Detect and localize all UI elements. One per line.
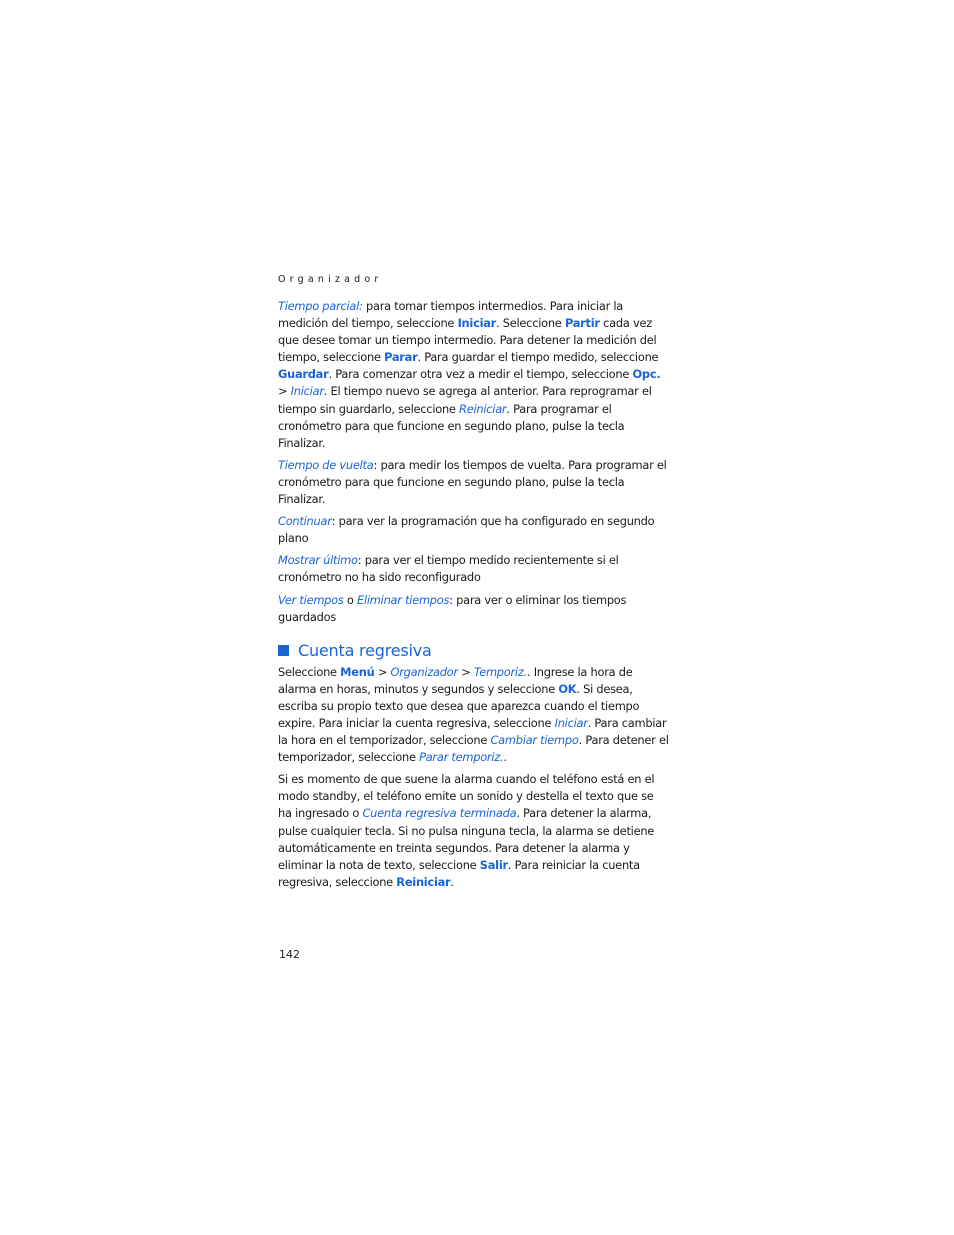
- body-text: .: [503, 750, 507, 765]
- running-header: Organizador: [278, 274, 383, 285]
- blue-square-bullet-icon: [278, 645, 289, 656]
- paragraph-continuar: [278, 513, 670, 547]
- softkey-opc: Opc.: [632, 367, 661, 382]
- body-text: Si es momento de que suene la alarma cuando el teléfono está en el modo standby, el teléfono emite un sonido y destella el texto que se ha ingresado o: [278, 772, 655, 821]
- body-text: cada vez que desee tomar un tiempo intermedio. Para detener la medición del tiempo, seleccione: [278, 316, 657, 365]
- section-heading-cuenta-regresiva: [278, 640, 670, 662]
- softkey-ok: OK: [558, 681, 577, 696]
- paragraph-ver-eliminar-tiempos: [278, 592, 670, 626]
- option-term-mostrar-ultimo: Mostrar último: [278, 553, 358, 568]
- softkey-iniciar: Iniciar: [457, 316, 497, 331]
- body-text: : para ver el tiempo medido recientemente si el cronómetro no ha sido reconfigurado: [278, 553, 619, 585]
- body-text: . Para detener el temporizador, seleccione: [278, 733, 669, 765]
- softkey-partir: Partir: [564, 316, 600, 331]
- body-text: . Para comenzar otra vez a medir el tiempo, seleccione: [328, 367, 633, 382]
- menu-separator: >: [374, 664, 391, 679]
- paragraph-alarma-standby: [278, 771, 670, 891]
- body-text: . El tiempo nuevo se agrega al anterior. Para reprogramar el tiempo sin guardarlo, seleccione: [278, 384, 652, 416]
- option-term-cambiar-tiempo: Cambiar tiempo: [490, 733, 579, 748]
- option-term-iniciar: Iniciar: [290, 384, 324, 399]
- option-term-organizador: Organizador: [390, 664, 458, 679]
- option-term-cuenta-regresiva-terminada: Cuenta regresiva terminada: [362, 806, 517, 821]
- softkey-guardar: Guardar: [278, 367, 329, 382]
- option-term-eliminar-tiempos: Eliminar tiempos: [357, 592, 450, 607]
- section-title: Cuenta regresiva: [298, 641, 432, 661]
- body-text: .: [450, 874, 454, 889]
- menu-separator: >: [457, 664, 474, 679]
- paragraph-cuenta-regresiva-instructions: [278, 664, 670, 767]
- body-text: . Para programar el cronómetro para que funcione en segundo plano, pulse la tecla Finalizar.: [278, 401, 625, 450]
- menu-separator: >: [278, 384, 291, 399]
- option-term-continuar: Continuar: [278, 514, 332, 529]
- body-text: . Para cambiar la hora en el temporizador, seleccione: [278, 715, 667, 748]
- option-term-ver-tiempos: Ver tiempos: [278, 592, 344, 607]
- softkey-menu: Menú: [340, 664, 375, 679]
- body-text: o: [343, 592, 358, 607]
- body-text: . Para detener la alarma, pulse cualquier tecla. Si no pulsa ninguna tecla, la alarma se detiene automáticamente en treinta segundos. Para detener la alarma y eliminar la nota de texto, seleccione: [278, 806, 655, 872]
- softkey-parar: Parar: [384, 350, 418, 365]
- option-term-reiniciar: Reiniciar: [459, 401, 507, 416]
- body-text: : para ver la programación que ha configurado en segundo plano: [278, 514, 655, 546]
- body-text: . Ingrese la hora de alarma en horas, minutos y segundos y seleccione: [278, 664, 633, 696]
- paragraph-mostrar-ultimo: [278, 552, 670, 586]
- body-text: . Seleccione: [496, 316, 565, 331]
- option-term-parar-temporiz: Parar temporiz.: [419, 750, 504, 765]
- body-text: : para medir los tiempos de vuelta. Para programar el cronómetro para que funcione en segundo plano, pulse la tecla Finalizar.: [278, 457, 667, 507]
- option-term-tiempo-de-vuelta: Tiempo de vuelta: [278, 457, 374, 472]
- body-text: . Para guardar el tiempo medido, seleccione: [417, 350, 659, 365]
- softkey-salir: Salir: [479, 857, 508, 872]
- option-term-temporiz: Temporiz.: [473, 664, 527, 679]
- body-text: para tomar tiempos intermedios. Para iniciar la medición del tiempo, seleccione: [278, 299, 624, 331]
- body-text: . Si desea, escriba su propio texto que desea que aparezca cuando el tiempo expire. Para iniciar la cuenta regresiva, seleccione: [278, 681, 640, 730]
- option-term-iniciar: Iniciar: [554, 715, 588, 730]
- option-term-tiempo-parcial: Tiempo parcial:: [278, 299, 363, 313]
- page-number: 142: [279, 948, 300, 961]
- paragraph-tiempo-de-vuelta: [278, 457, 670, 508]
- paragraph-tiempo-parcial: [278, 298, 670, 452]
- body-text: . Para reiniciar la cuenta regresiva, seleccione: [278, 857, 640, 889]
- softkey-reiniciar: Reiniciar: [396, 874, 451, 889]
- body-text: Seleccione: [278, 664, 341, 679]
- body-text: : para ver o eliminar los tiempos guardados: [278, 592, 627, 624]
- page-content: [278, 298, 670, 896]
